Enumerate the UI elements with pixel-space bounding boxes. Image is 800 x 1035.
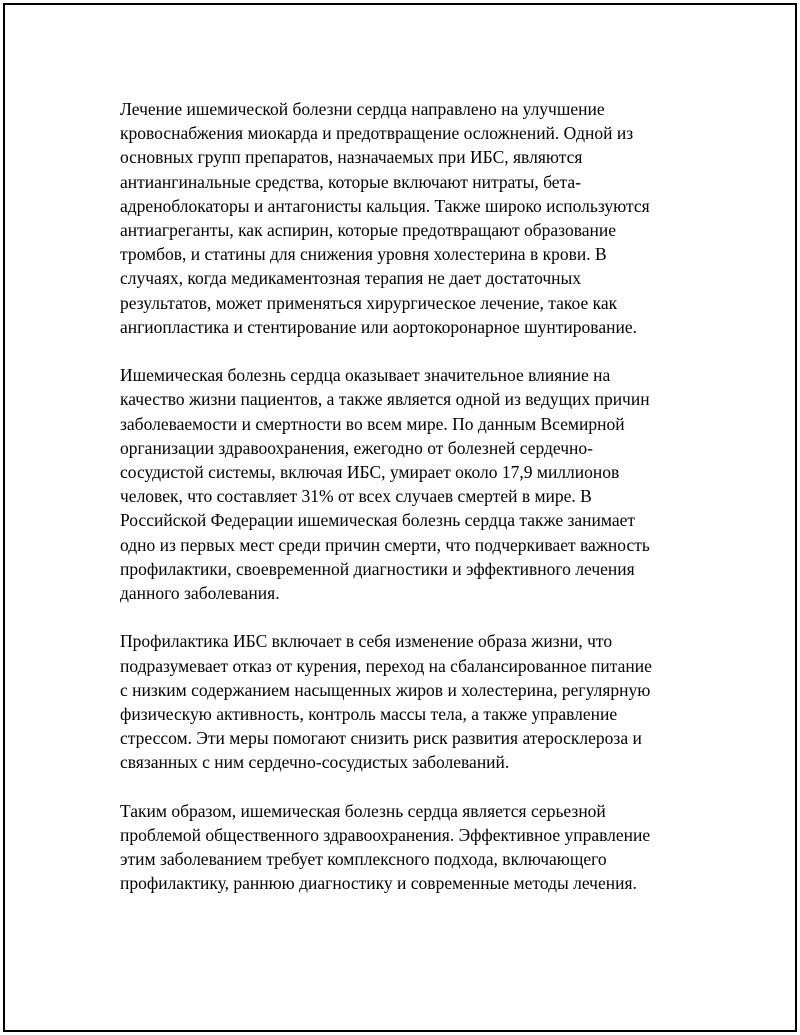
text-line: заболеваемости и смертности во всем мире. По данным Всемирной bbox=[120, 413, 625, 434]
text-line: этим заболеванием требует комплексного подхода, включающего bbox=[120, 849, 607, 870]
text-line: физическую активность, контроль массы тела, а также управление bbox=[120, 704, 618, 725]
text-line: с низким содержанием насыщенных жиров и холестерина, регулярную bbox=[120, 679, 651, 700]
text-line: профилактику, раннюю диагностику и современные методы лечения. bbox=[120, 873, 637, 894]
text-line: качество жизни пациентов, а также является одной из ведущих причин bbox=[120, 389, 650, 410]
text-line: ангиопластика и стентирование или аортокоронарное шунтирование. bbox=[120, 316, 637, 337]
text-line: результатов, может применяться хирургическое лечение, такое как bbox=[120, 292, 618, 313]
text-line: организации здравоохранения, ежегодно от болезней сердечно- bbox=[120, 437, 593, 458]
text-line: проблемой общественного здравоохранения. Эффективное управление bbox=[120, 825, 651, 846]
text-line: человек, что составляет 31% от всех случаев смертей в мире. В bbox=[120, 486, 592, 507]
text-line: Лечение ишемической болезни сердца направлено на улучшение bbox=[120, 99, 605, 119]
text-line: Таким образом, ишемическая болезнь сердца является серьезной bbox=[120, 800, 606, 821]
text-line: адреноблокаторы и антагонисты кальция. Также широко используются bbox=[120, 195, 650, 216]
text-line: одно из первых мест среди причин смерти, что подчеркивает важность bbox=[120, 534, 650, 555]
text-line: Российской Федерации ишемическая болезнь сердца также занимает bbox=[120, 510, 636, 531]
text-line: антиангинальные средства, которые включают нитраты, бета- bbox=[120, 171, 582, 192]
paragraph-impact bbox=[120, 363, 695, 605]
page-frame bbox=[3, 3, 797, 1032]
text-line: случаях, когда медикаментозная терапия не дает достаточных bbox=[120, 268, 582, 289]
text-line: Профилактика ИБС включает в себя изменение образа жизни, что bbox=[120, 631, 613, 652]
text-line: тромбов, и статины для снижения уровня холестерина в крови. В bbox=[120, 244, 607, 265]
text-line: связанных с ним сердечно-сосудистых заболеваний. bbox=[120, 752, 510, 773]
text-line: профилактики, своевременной диагностики и эффективного лечения bbox=[120, 558, 635, 579]
paragraph-conclusion bbox=[120, 799, 695, 896]
text-line: антиагреганты, как аспирин, которые предотвращают образование bbox=[120, 220, 617, 241]
paragraph-prevention bbox=[120, 629, 695, 774]
page-content bbox=[120, 97, 695, 920]
text-line: данного заболевания. bbox=[120, 583, 280, 604]
paragraph-treatment bbox=[120, 97, 695, 339]
text-line: основных групп препаратов, назначаемых при ИБС, являются bbox=[120, 147, 583, 168]
text-line: подразумевает отказ от курения, переход на сбалансированное питание bbox=[120, 655, 652, 676]
text-line: стрессом. Эти меры помогают снизить риск развития атеросклероза и bbox=[120, 728, 642, 749]
text-line: Ишемическая болезнь сердца оказывает значительное влияние на bbox=[120, 365, 611, 386]
text-line: кровоснабжения миокарда и предотвращение осложнений. Одной из bbox=[120, 123, 634, 144]
text-line: сосудистой системы, включая ИБС, умирает около 17,9 миллионов bbox=[120, 462, 620, 483]
